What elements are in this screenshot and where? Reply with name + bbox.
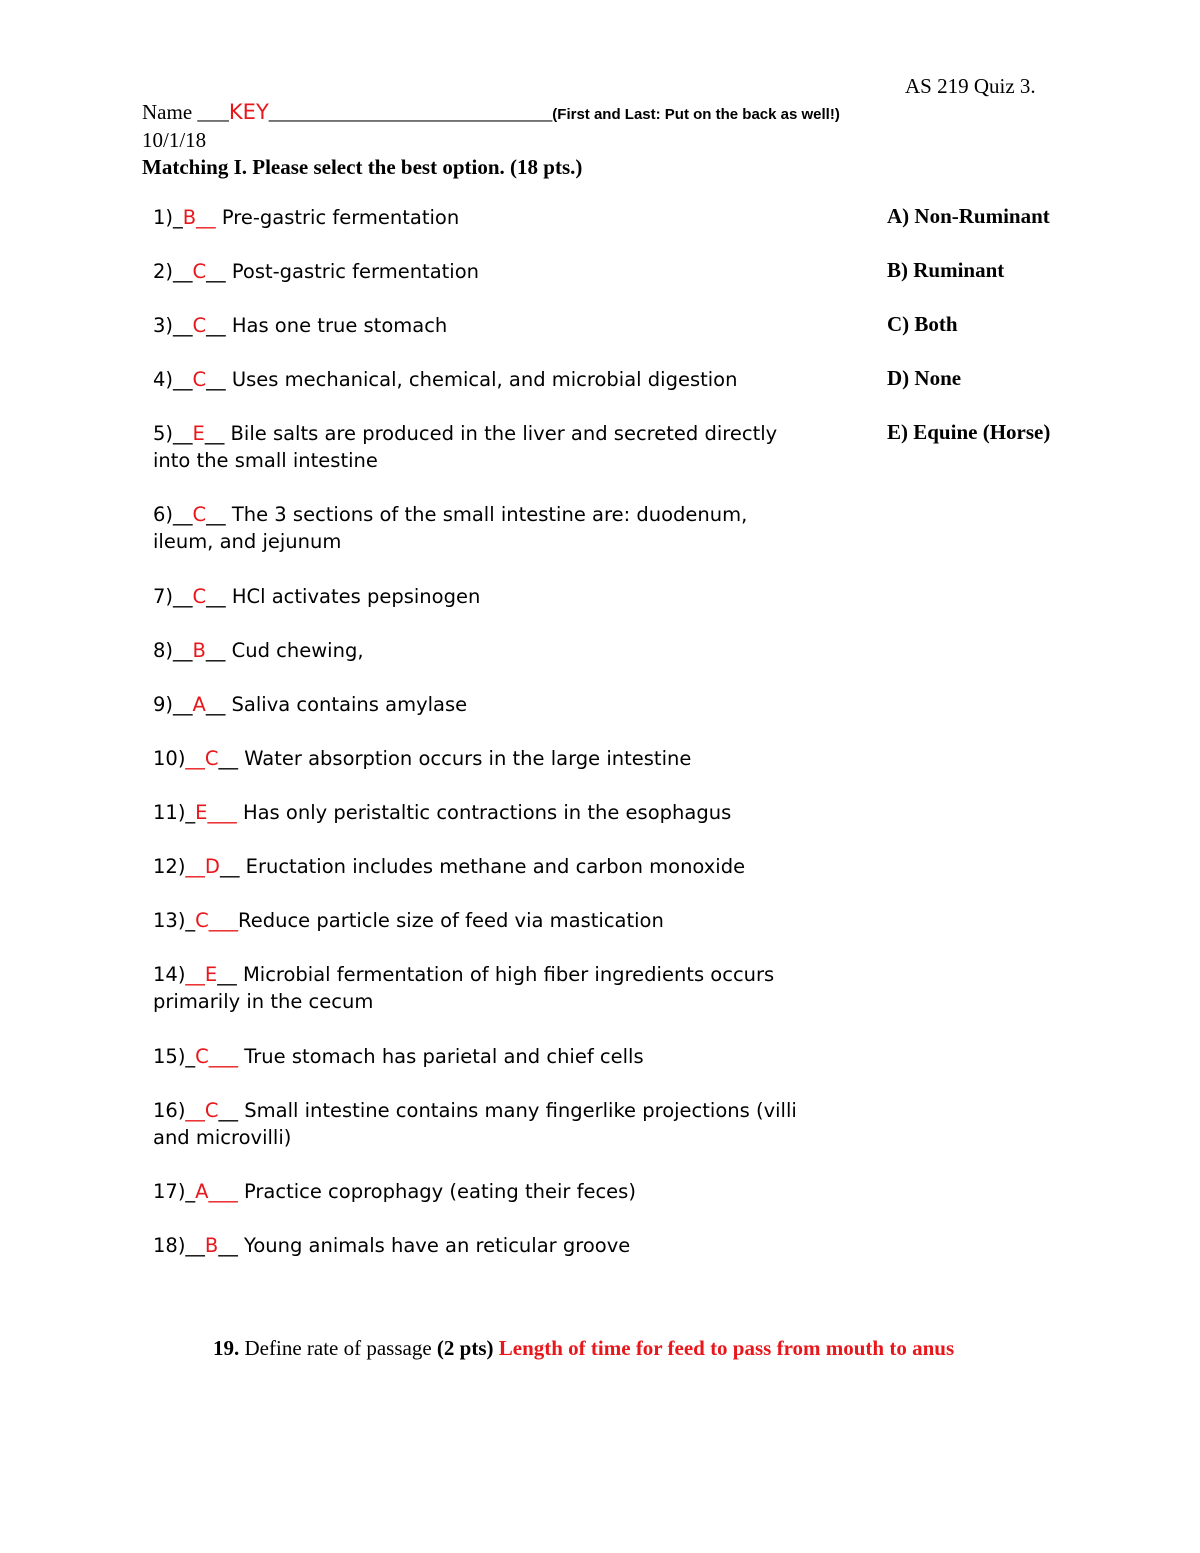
answer: B [204,1234,219,1257]
answer: C [195,1045,209,1068]
question-5: 5)__E__ Bile salts are produced in the liver and secreted directly into the small intestine [153,422,778,472]
answer: C [204,1099,219,1122]
name-blank: ___________________________ [268,100,553,124]
question-19 [213,1336,954,1361]
question-4: 4)__C__ Uses mechanical, chemical, and microbial digestion [153,368,738,391]
answer: E [195,801,208,824]
answer: E [192,422,205,445]
question-16: 16)__C__ Small intestine contains many fingerlike projections (villi and microvilli) [153,1099,797,1149]
section-title: Matching I. Please select the best option. (18 pts.) [142,155,583,179]
course-title: AS 219 Quiz 3. [905,74,1036,98]
answer: C [195,909,209,932]
answer: C [192,314,207,337]
name-key: KEY [228,100,269,124]
question-19-answer: Length of time for feed to pass from mouth to anus [493,1336,955,1360]
answer: C [192,260,207,283]
question-19-points: (2 pts) [436,1336,494,1360]
question-19-text: Define rate of passage [239,1336,437,1360]
question-7: 7)__C__ HCl activates pepsinogen [153,585,481,608]
answer: B [182,206,197,229]
name-line [142,100,840,125]
question-11: 11)_E___ Has only peristaltic contractions in the esophagus [153,801,732,824]
question-9: 9)__A__ Saliva contains amylase [153,693,468,716]
quiz-date: 10/1/18 [142,128,207,152]
answer: C [192,368,207,391]
answer: E [204,963,218,986]
question-2: 2)__C__ Post-gastric fermentation [153,260,479,283]
answer: D [204,855,220,878]
answer: C [204,747,219,770]
answer: B [192,639,206,662]
question-14: 14)__E__ Microbial fermentation of high fiber ingredients occurs primarily in the cecum [153,963,775,1013]
question-10: 10)__C__ Water absorption occurs in the large intestine [153,747,692,770]
question-18: 18)__B__ Young animals have an reticular groove [153,1234,631,1257]
option-c: C) Both [887,312,958,336]
question-8: 8)__B__ Cud chewing, [153,639,364,662]
answer: C [192,503,207,526]
name-note: (First and Last: Put on the back as well!) [552,106,840,123]
question-3: 3)__C__ Has one true stomach [153,314,448,337]
answer: C [192,585,207,608]
question-19-number: 19. [213,1336,240,1360]
question-17: 17)_A___ Practice coprophagy (eating their feces) [153,1180,636,1203]
option-e: E) Equine (Horse) [887,420,1051,444]
option-a: A) Non-Ruminant [887,204,1050,228]
question-6: 6)__C__ The 3 sections of the small intestine are: duodenum, ileum, and jejunum [153,503,748,553]
question-15: 15)_C___ True stomach has parietal and chief cells [153,1045,644,1068]
question-13: 13)_C___Reduce particle size of feed via mastication [153,909,664,932]
name-prefix: Name ___ [142,100,229,124]
answer: A [192,693,206,716]
answer: A [195,1180,209,1203]
question-1: 1)_B__ Pre-gastric fermentation [153,206,460,229]
option-d: D) None [887,366,962,390]
option-b: B) Ruminant [887,258,1005,282]
question-12: 12)__D__ Eructation includes methane and carbon monoxide [153,855,746,878]
